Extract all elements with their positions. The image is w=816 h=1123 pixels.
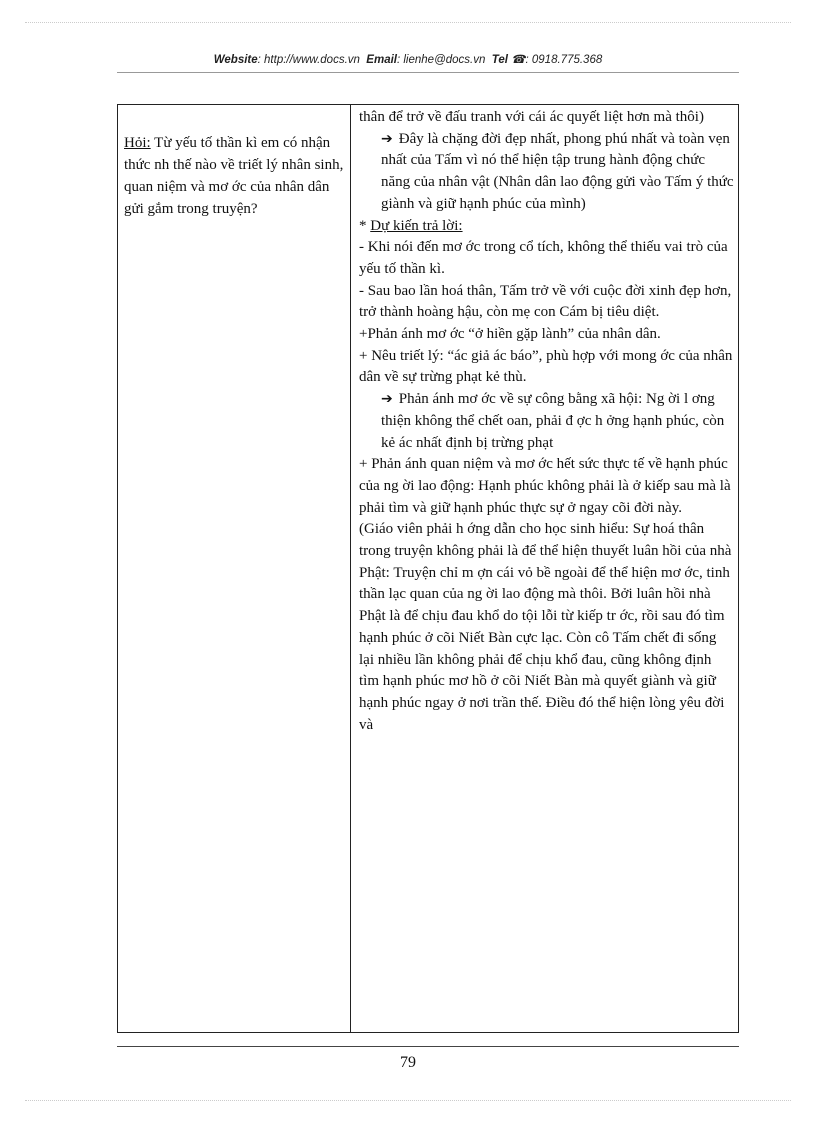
arrow-right-icon: ➔ [381,130,393,147]
dotted-border-top [25,22,791,23]
answer-line-1: thân để trở về đấu tranh với cái ác quyết liệt hơn mà thôi) [359,109,704,125]
answer-line-10: (Giáo viên phải h ớng dẫn cho học sinh hiểu: Sự hoá thân trong truyện không phải là để thể hiện thuyết luân hồi của nhà Phật: Truyện chỉ m ợn cái vỏ bề ngoài để thể hiện mơ ớc, tinh thần lạc quan của ng ời lao động mà thôi. Bởi luân hồi nhà Phật là để chịu đau khổ do tội lỗi từ kiếp tr ớc, rồi sau đó tìm hạnh phúc ở cõi Niết Bàn cực lạc. Còn cô Tấm chết đi sống lại nhiều lần không phải để chịu khổ đau, cũng không định tìm hạnh phúc mơ hồ ở cõi Niết Bàn mà quyết giành và giữ hạnh phúc ngay ở nơi trần thế. Điều đó thể hiện lòng yêu đời và [359,521,732,733]
heading-star: * [359,217,371,234]
phone-icon: ☎ [511,54,526,66]
website-label: Website [213,54,258,66]
footer-rule [117,1046,739,1047]
question-cell [124,132,346,220]
header-rule [117,72,739,73]
answer-line-2: Đây là chặng đời đẹp nhất, phong phú nhất và toàn vẹn nhất của Tấm vì nó thể hiện tập trung hành động chức năng của nhân vật (Nhân dân lao động gửi vào Tấm ý thức giành và giữ hạnh phúc của mình) [381,130,734,212]
dotted-border-bottom [25,1100,791,1101]
page-number: 79 [400,1054,416,1071]
answer-cell [359,107,734,736]
answer-line-6: +Phản ánh mơ ớc “ở hiền gặp lành” của nhân dân. [359,326,661,343]
heading-text: Dự kiến trả lời: [370,217,463,234]
answer-arrow-para-1 [359,129,734,216]
column-divider [350,105,351,1032]
answer-line-8: Phản ánh mơ ớc về sự công bằng xã hội: Ng ời l ơng thiện không thể chết oan, phải đ ợc h ởng hạnh phúc, còn kẻ ác nhất định bị trừng phạt [381,391,725,451]
email-label: Email [366,54,397,66]
answer-line-5: - Sau bao lần hoá thân, Tấm trở về với cuộc đời xinh đẹp hơn, trở thành hoàng hậu, còn mẹ con Cám bị tiêu diệt. [359,282,732,321]
answer-line-7: + Nêu triết lý: “ác giả ác báo”, phù hợp với mong ớc của nhân dân về sự trừng phạt kẻ thù. [359,347,733,386]
question-text: Từ yếu tố thần kì em có nhận thức nh thế nào về triết lý nhân sinh, quan niệm và mơ ớc của nhân dân gửi gắm trong truyện? [124,135,344,217]
answer-line-9: + Phản ánh quan niệm và mơ ớc hết sức thực tế về hạnh phúc của ng ời lao động: Hạnh phúc không phải là ở kiếp sau mà là phải tìm và giữ hạnh phúc thực sự ở ngay cõi đời này. [359,456,731,516]
email-value: : lienhe@docs.vn [396,54,486,66]
hoi-label: Hỏi: [124,135,151,151]
answer-heading [359,216,734,238]
page-header [0,52,816,66]
answer-arrow-para-2 [359,389,734,454]
content-table [117,104,739,1033]
arrow-right-icon: ➔ [381,391,393,408]
tel-value: : 0918.775.368 [525,54,603,66]
answer-line-4: - Khi nói đến mơ ớc trong cổ tích, không thể thiếu vai trò của yếu tố thần kì. [359,239,728,277]
website-value: : http://www.docs.vn [257,54,360,66]
tel-label: Tel [491,54,508,66]
